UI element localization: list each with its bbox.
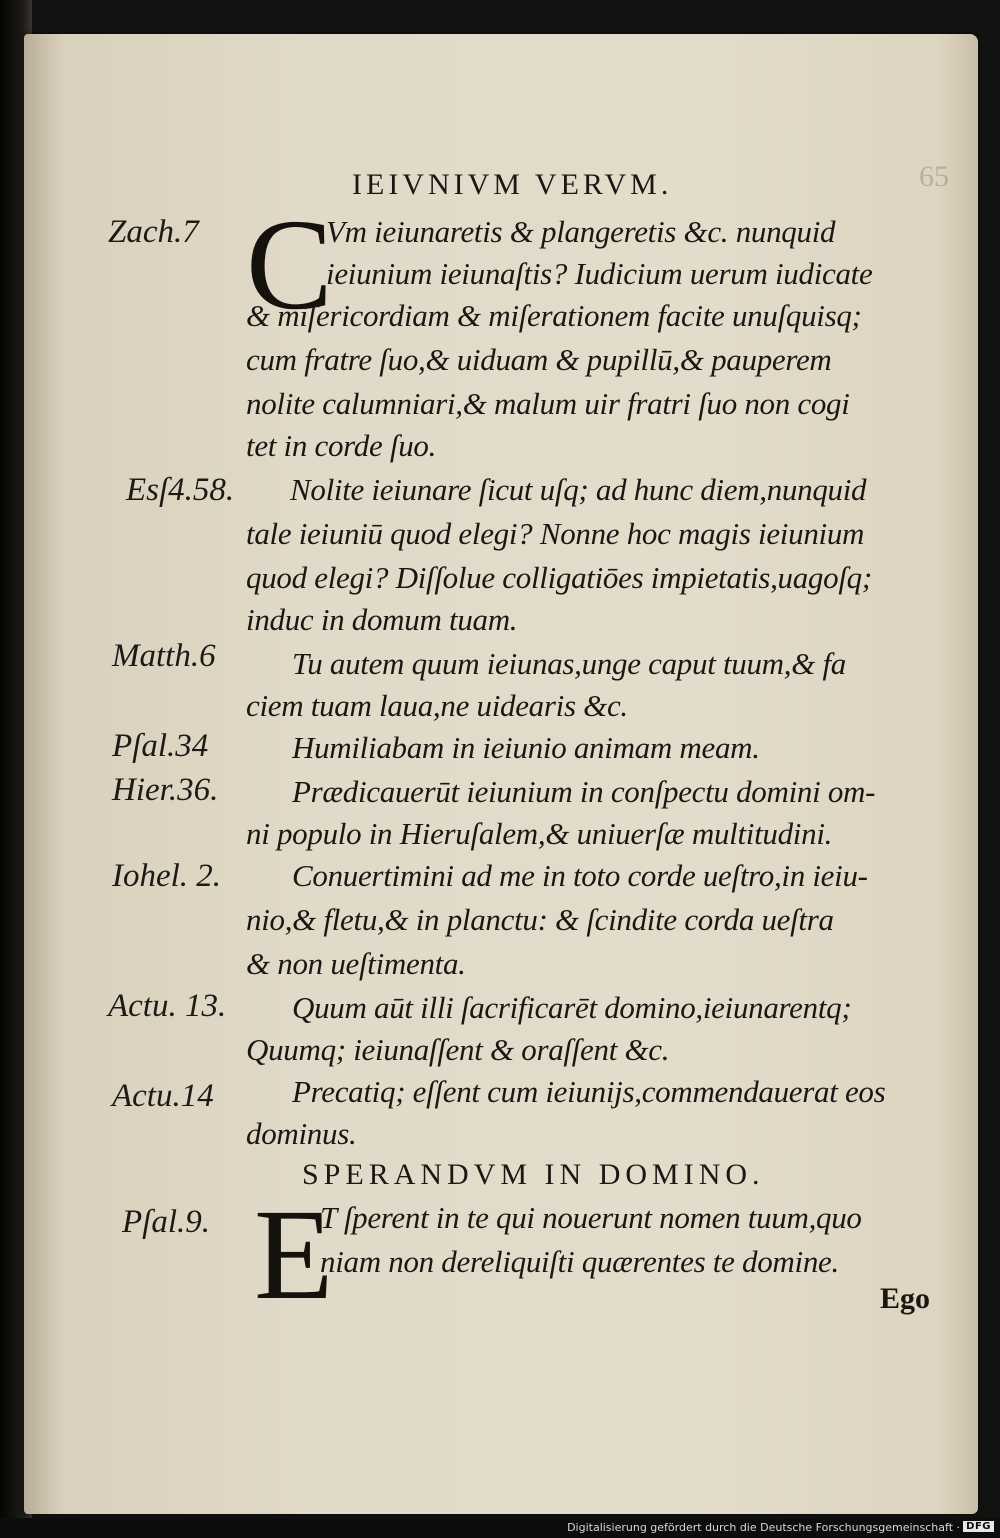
text-line: Quum aūt illi ſacrificarēt domino,ieiunarentq; xyxy=(292,990,852,1025)
text-line: Nolite ieiunare ſicut uſq; ad hunc diem,nunquid xyxy=(290,472,867,507)
text-line: Prædicauerūt ieiunium in conſpectu domini om- xyxy=(292,774,876,809)
margin-ref-matth: Matth.6 xyxy=(112,638,216,674)
text-line: ciem tuam laua,ne uidearis &c. xyxy=(246,688,628,723)
margin-ref-psal34: Pſal.34 xyxy=(112,728,209,764)
drop-capital-e: E xyxy=(254,1183,334,1327)
text-line: nolite calumniari,& malum uir fratri ſuo non cogi xyxy=(246,386,850,421)
text-line: cum fratre ſuo,& uiduam & pupillū,& pauperem xyxy=(246,342,832,377)
text-line: induc in domum tuam. xyxy=(246,602,518,637)
margin-ref-psal9: Pſal.9. xyxy=(122,1204,210,1240)
section-heading: IEIVNIVM VERVM. xyxy=(352,168,673,201)
margin-ref-actu13: Actu. 13. xyxy=(108,988,227,1024)
margin-ref-esa: Esſ4.58. xyxy=(126,472,235,508)
margin-ref-iohel: Iohel. 2. xyxy=(112,858,222,894)
text-line: tale ieiuniū quod elegi? Nonne hoc magis ieiunium xyxy=(246,516,865,551)
footer-bar xyxy=(0,1518,1000,1538)
text-line: ieiunium ieiunaſtis? Iudicium uerum iudicate xyxy=(326,256,873,291)
dfg-logo: DFG xyxy=(963,1521,994,1532)
catchword: Ego xyxy=(880,1282,931,1315)
text-line: Quumq; ieiunaſſent & oraſſent &c. xyxy=(246,1032,670,1067)
text-line: ni populo in Hieruſalem,& uniuerſæ multitudini. xyxy=(246,816,833,851)
margin-ref-hier: Hier.36. xyxy=(112,772,219,808)
drop-capital-c: C xyxy=(246,193,333,337)
text-line: & miſericordiam & miſerationem facite unuſquisq; xyxy=(246,298,862,333)
footer-credit: Digitalisierung gefördert durch die Deutsche Forschungsgemeinschaft · xyxy=(567,1521,960,1534)
margin-ref-actu14: Actu.14 xyxy=(112,1078,214,1114)
text-line: T ſperent in te qui nouerunt nomen tuum,quo xyxy=(320,1200,862,1235)
text-line: Conuertimini ad me in toto corde ueſtro,in ieiu- xyxy=(292,858,868,893)
text-line: niam non dereliquiſti quærentes te domine. xyxy=(320,1244,839,1279)
faint-page-number: 65 xyxy=(919,160,949,193)
text-line: Vm ieiunaretis & plangeretis &c. nunquid xyxy=(326,214,836,249)
text-line: Tu autem quum ieiunas,unge caput tuum,& fa xyxy=(292,646,846,681)
text-line: & non ueſtimenta. xyxy=(246,946,466,981)
text-line: quod elegi? Diſſolue colligatiōes impietatis,uagoſq; xyxy=(246,560,872,595)
section-heading-2: SPERANDVM IN DOMINO. xyxy=(302,1158,765,1191)
text-line: Precatiq; eſſent cum ieiunijs,commendauerat eos xyxy=(292,1074,886,1109)
text-line: dominus. xyxy=(246,1116,357,1151)
text-line: nio,& fletu,& in planctu: & ſcindite corda ueſtra xyxy=(246,902,834,937)
text-line: tet in corde ſuo. xyxy=(246,428,437,463)
text-line: Humiliabam in ieiunio animam meam. xyxy=(292,730,760,765)
margin-ref-zach: Zach.7 xyxy=(108,214,199,250)
